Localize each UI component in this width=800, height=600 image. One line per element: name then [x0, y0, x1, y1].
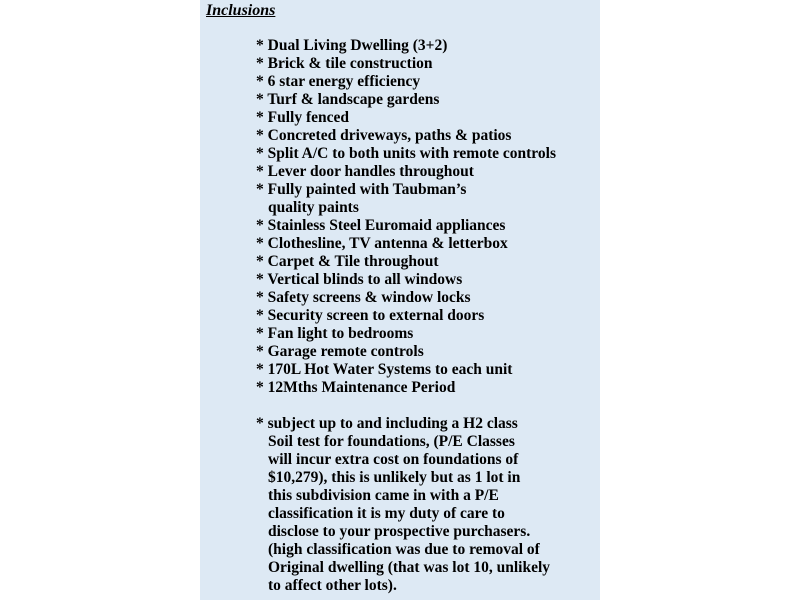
inclusion-text: * Fully painted with Taubman’s — [256, 181, 467, 198]
footnote-line: to affect other lots). — [268, 577, 397, 594]
page-title: Inclusions — [206, 2, 276, 19]
footnote-line: Soil test for foundations, (P/E Classes — [268, 433, 515, 450]
inclusion-item — [256, 235, 556, 253]
inclusion-text: * Fan light to bedrooms — [256, 325, 414, 342]
footnote-line: this subdivision came in with a P/E — [268, 487, 499, 504]
inclusion-item — [256, 289, 556, 307]
inclusion-item — [256, 73, 556, 91]
inclusion-text: * Brick & tile construction — [256, 55, 433, 72]
inclusions-panel — [200, 0, 600, 600]
inclusion-item — [256, 217, 556, 235]
footnote-line: Original dwelling (that was lot 10, unlikely — [268, 559, 551, 576]
inclusion-text: * Security screen to external doors — [256, 307, 485, 324]
inclusion-text: * 6 star energy efficiency — [256, 73, 421, 90]
inclusion-text: * Fully fenced — [256, 109, 349, 126]
inclusion-item — [256, 343, 556, 361]
inclusion-text: * Lever door handles throughout — [256, 163, 474, 180]
inclusion-item — [256, 307, 556, 325]
inclusion-item — [256, 109, 556, 127]
inclusion-item — [256, 379, 556, 397]
inclusion-item — [256, 37, 556, 55]
inclusion-item — [256, 145, 556, 163]
footnote — [256, 415, 556, 595]
inclusion-text: * Turf & landscape gardens — [256, 91, 440, 108]
inclusion-text: * Dual Living Dwelling (3+2) — [256, 37, 448, 54]
inclusion-text: * 170L Hot Water Systems to each unit — [256, 361, 513, 378]
inclusion-text: * Concreted driveways, paths & patios — [256, 127, 512, 144]
footnote-line: will incur extra cost on foundations of — [268, 451, 519, 468]
inclusion-item — [256, 253, 556, 271]
footnote-line: disclose to your prospective purchasers. — [268, 523, 531, 540]
inclusion-text: * Safety screens & window locks — [256, 289, 471, 306]
inclusion-item — [256, 361, 556, 379]
inclusion-text: * 12Mths Maintenance Period — [256, 379, 456, 396]
inclusion-text-continued: quality paints — [268, 199, 359, 216]
inclusion-item — [256, 325, 556, 343]
footnote-line: $10,279), this is unlikely but as 1 lot in — [268, 469, 521, 486]
footnote-line: (high classification was due to removal of — [268, 541, 540, 558]
inclusions-list — [256, 37, 556, 595]
inclusion-item — [256, 55, 556, 73]
inclusion-text: * Carpet & Tile throughout — [256, 253, 439, 270]
inclusion-text: * Split A/C to both units with remote controls — [256, 145, 556, 162]
inclusion-item — [256, 127, 556, 145]
inclusion-text: * Vertical blinds to all windows — [256, 271, 463, 288]
inclusion-text: * Garage remote controls — [256, 343, 424, 360]
footnote-line: classification it is my duty of care to — [268, 505, 505, 522]
inclusion-item — [256, 181, 556, 217]
inclusion-item — [256, 163, 556, 181]
inclusion-item — [256, 91, 556, 109]
inclusion-item — [256, 271, 556, 289]
inclusion-text: * Stainless Steel Euromaid appliances — [256, 217, 506, 234]
footnote-line: * subject up to and including a H2 class — [256, 415, 518, 432]
inclusion-text: * Clothesline, TV antenna & letterbox — [256, 235, 508, 252]
